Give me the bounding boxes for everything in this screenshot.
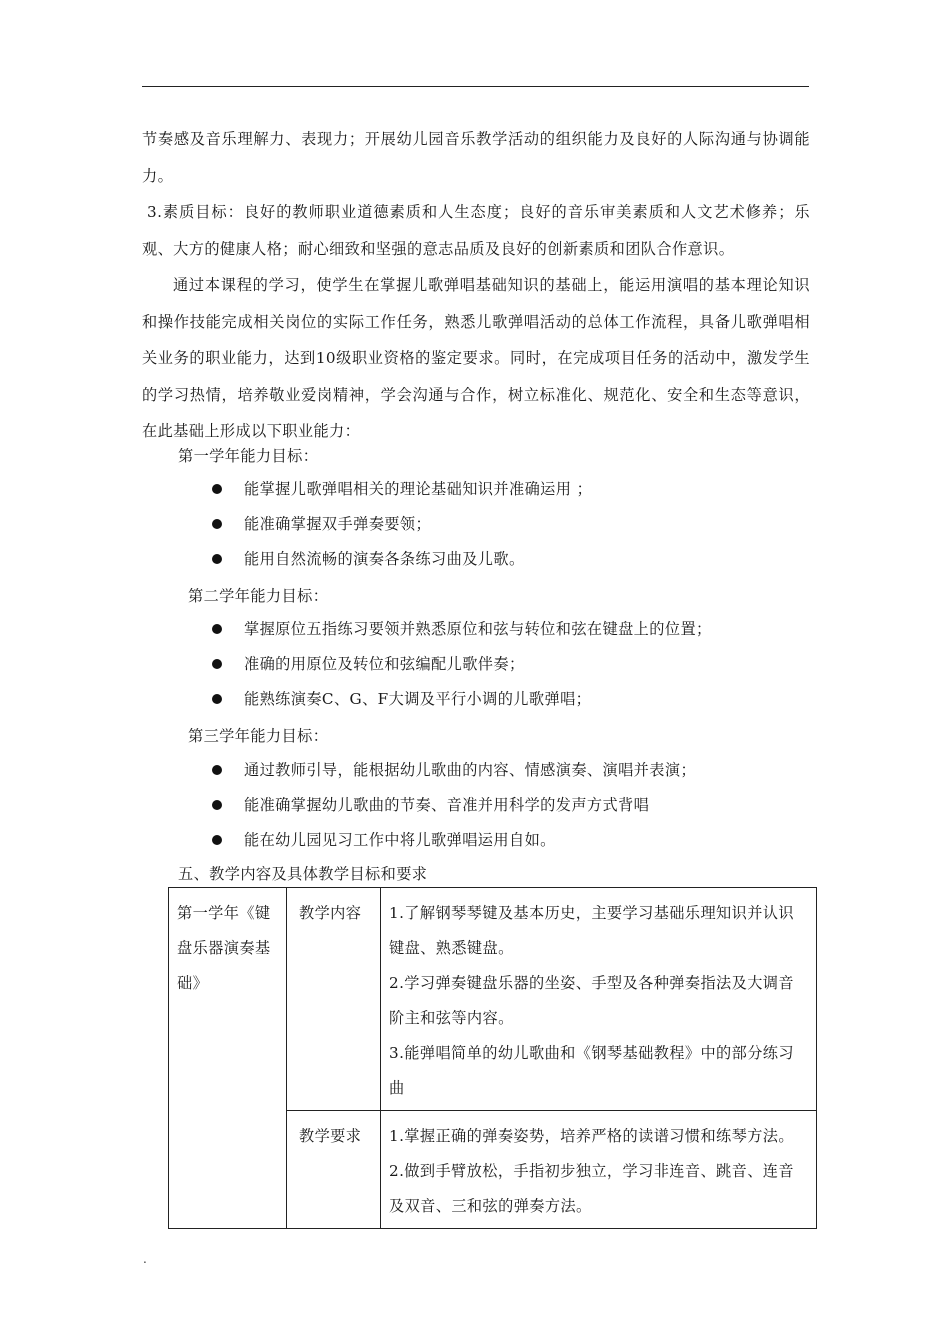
- list-item: 能熟练演奏C、G、F大调及平行小调的儿歌弹唱；: [212, 687, 792, 722]
- bullet-icon: [212, 659, 222, 669]
- heading-year3-goals: 第三学年能力目标：: [188, 727, 329, 745]
- paragraph-course-overview: 通过本课程的学习，使学生在掌握儿歌弹唱基础知识的基础上，能运用演唱的基本理论知识和操作技能完成相关岗位的实际工作任务，熟悉儿歌弹唱活动的总体工作流程，具备儿歌弹唱相关业务的职业能力，达到10级职业资格的鉴定要求。同时，在完成项目任务的活动中，激发学生的学习热情，培养敬业爱岗精神，学会沟通与合作，树立标准化、规范化、安全和生态等意识，在此基础上形成以下职业能力：: [142, 276, 810, 440]
- footer-mark: .: [143, 1252, 147, 1266]
- content-item: 3.能弹唱简单的幼儿歌曲和《钢琴基础教程》中的部分练习曲: [389, 1044, 794, 1097]
- bullet-icon: [212, 484, 222, 494]
- list-item: 能掌握儿歌弹唱相关的理论基础知识并准确运用 ；: [212, 477, 792, 512]
- list-item: 通过教师引导，能根据幼儿歌曲的内容、情感演奏、演唱并表演；: [212, 758, 792, 793]
- list-item: 准确的用原位及转位和弦编配儿歌伴奏；: [212, 652, 792, 687]
- table-row: [169, 888, 817, 1111]
- paragraph-quality-goals: 3.素质目标：良好的教师职业道德素质和人生态度；良好的音乐审美素质和人文艺术修养；乐观、大方的健康人格；耐心细致和坚强的意志品质及良好的创新素质和团队合作意识。: [142, 203, 810, 258]
- content-item: 2.学习弹奏键盘乐器的坐姿、手型及各种弹奏指法及大调音阶主和弦等内容。: [389, 974, 794, 1027]
- bullet-icon: [212, 519, 222, 529]
- year2-goal-list: [212, 617, 792, 722]
- year3-goal-list: [212, 758, 792, 863]
- content-item: 1.了解钢琴琴键及基本历史，主要学习基础乐理知识并认识键盘、熟悉键盘。: [389, 904, 794, 957]
- list-item: 掌握原位五指练习要领并熟悉原位和弦与转位和弦在键盘上的位置；: [212, 617, 792, 652]
- teaching-plan-table: [168, 887, 817, 1229]
- list-item: 能准确掌握幼儿歌曲的节奏、音准并用科学的发声方式背唱: [212, 793, 792, 828]
- content-label-cell: 教学内容: [287, 888, 381, 1111]
- bullet-icon: [212, 694, 222, 704]
- bullet-icon: [212, 624, 222, 634]
- list-item: 能准确掌握双手弹奏要领；: [212, 512, 792, 547]
- requirement-label-cell: 教学要求: [287, 1111, 381, 1229]
- year1-goal-list: [212, 477, 792, 582]
- list-item: 能在幼儿园见习工作中将儿歌弹唱运用自如。: [212, 828, 792, 863]
- requirement-items-cell: [381, 1111, 817, 1229]
- bullet-icon: [212, 835, 222, 845]
- list-item: 能用自然流畅的演奏各条练习曲及儿歌。: [212, 547, 792, 582]
- heading-year1-goals: 第一学年能力目标：: [178, 447, 319, 465]
- requirement-item: 2.做到手臂放松，手指初步独立，学习非连音、跳音、连音及双音、三和弦的弹奏方法。: [389, 1162, 794, 1215]
- heading-year2-goals: 第二学年能力目标：: [188, 587, 329, 605]
- year-course-cell: 第一学年《键盘乐器演奏基础》: [169, 888, 287, 1229]
- header-rule: [142, 86, 809, 87]
- bullet-icon: [212, 554, 222, 564]
- bullet-icon: [212, 765, 222, 775]
- requirement-item: 1.掌握正确的弹奏姿势，培养严格的读谱习惯和练琴方法。: [389, 1127, 794, 1145]
- content-items-cell: [381, 888, 817, 1111]
- paragraph-ability-continued: 节奏感及音乐理解力、表现力；开展幼儿园音乐教学活动的组织能力及良好的人际沟通与协调能力。: [142, 130, 810, 185]
- bullet-icon: [212, 800, 222, 810]
- heading-section5: 五、教学内容及具体教学目标和要求: [178, 865, 428, 883]
